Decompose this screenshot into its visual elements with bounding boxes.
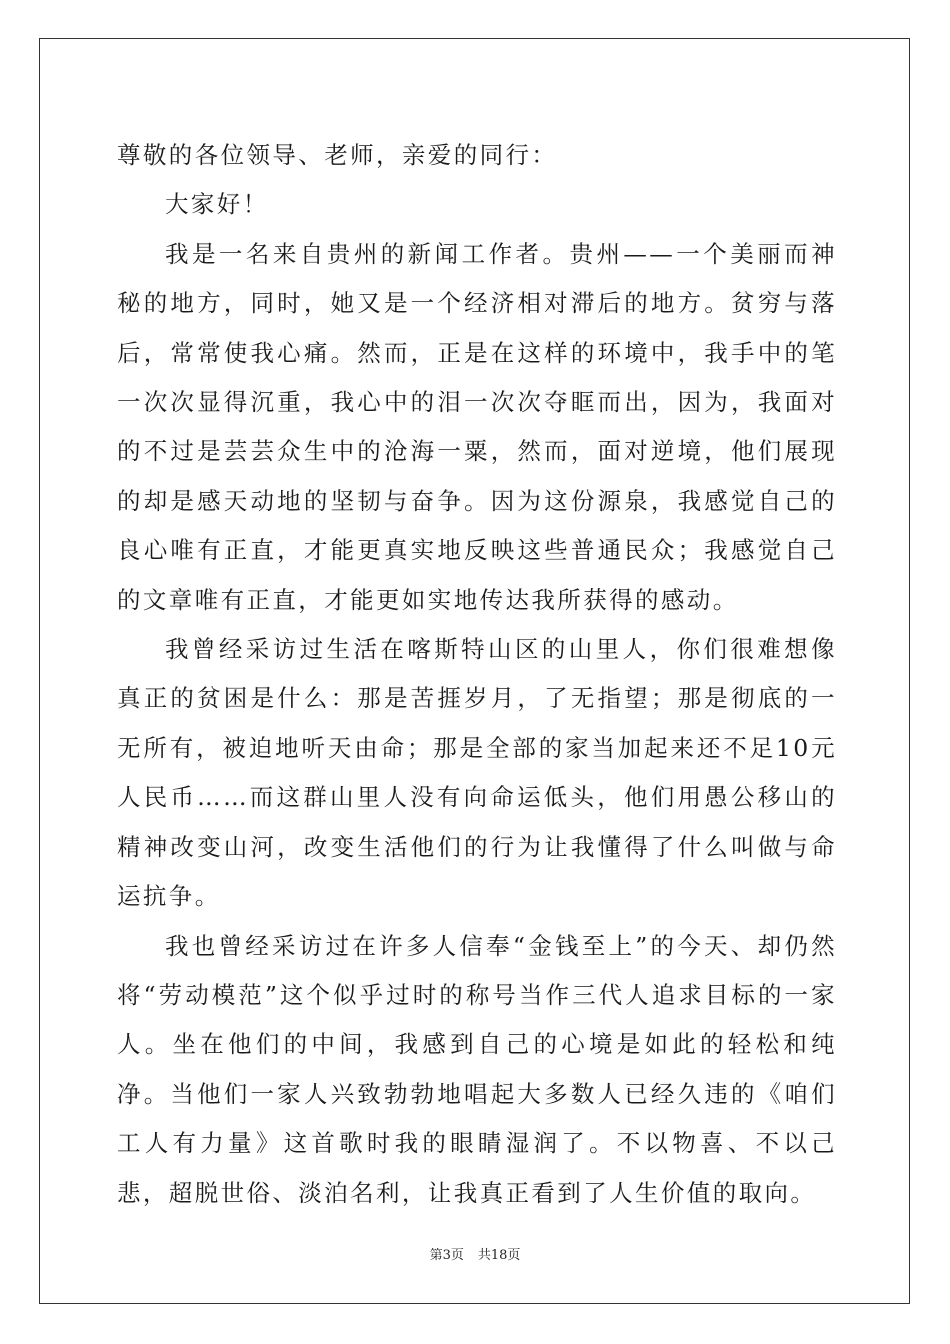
paragraph-intro: 我是一名来自贵州的新闻工作者。贵州——一个美丽而神秘的地方，同时，她又是一个经济相对滞后的地方。贫穷与落后，常常使我心痛。然而，正是在这样的环境中，我手中的笔一次次显得沉重，我心中的泪一次次夺眶而出，因为，我面对的不过是芸芸众生中的沧海一粟，然而，面对逆境，他们展现的却是感天动地的坚韧与奋争。因为这份源泉，我感觉自己的良心唯有正直，才能更真实地反映这些普通民众；我感觉自己的文章唯有正直，才能更如实地传达我所获得的感动。 xyxy=(117,239,837,614)
total-pages: 共18页 xyxy=(477,1248,521,1263)
paragraph-mountain-people: 我曾经采访过生活在喀斯特山区的山里人，你们很难想像真正的贫困是什么：那是苦捱岁月，了无指望；那是彻底的一无所有，被迫地听天由命；那是全部的家当加起来还不足10元人民币……而这群山里人没有向命运低头，他们用愚公移山的精神改变山河，改变生活他们的行为让我懂得了什么叫做与命运抗争。 xyxy=(117,635,837,911)
paragraph-model-workers: 我也曾经采访过在许多人信奉“金钱至上”的今天、却仍然将“劳动模范”这个似乎过时的称号当作三代人追求目标的一家人。坐在他们的中间，我感到自己的心境是如此的轻松和纯净。当他们一家人兴致勃勃地唱起大多数人已经久违的《咱们工人有力量》这首歌时我的眼睛湿润了。不以物喜、不以己悲，超脱世俗、淡泊名利，让我真正看到了人生价值的取向。 xyxy=(117,931,837,1207)
greeting: 大家好！ xyxy=(165,190,269,219)
page-number: 第3页 xyxy=(429,1248,464,1263)
page-footer xyxy=(0,1246,950,1266)
salutation: 尊敬的各位领导、老师，亲爱的同行： xyxy=(117,141,558,169)
document-body xyxy=(117,131,837,1218)
